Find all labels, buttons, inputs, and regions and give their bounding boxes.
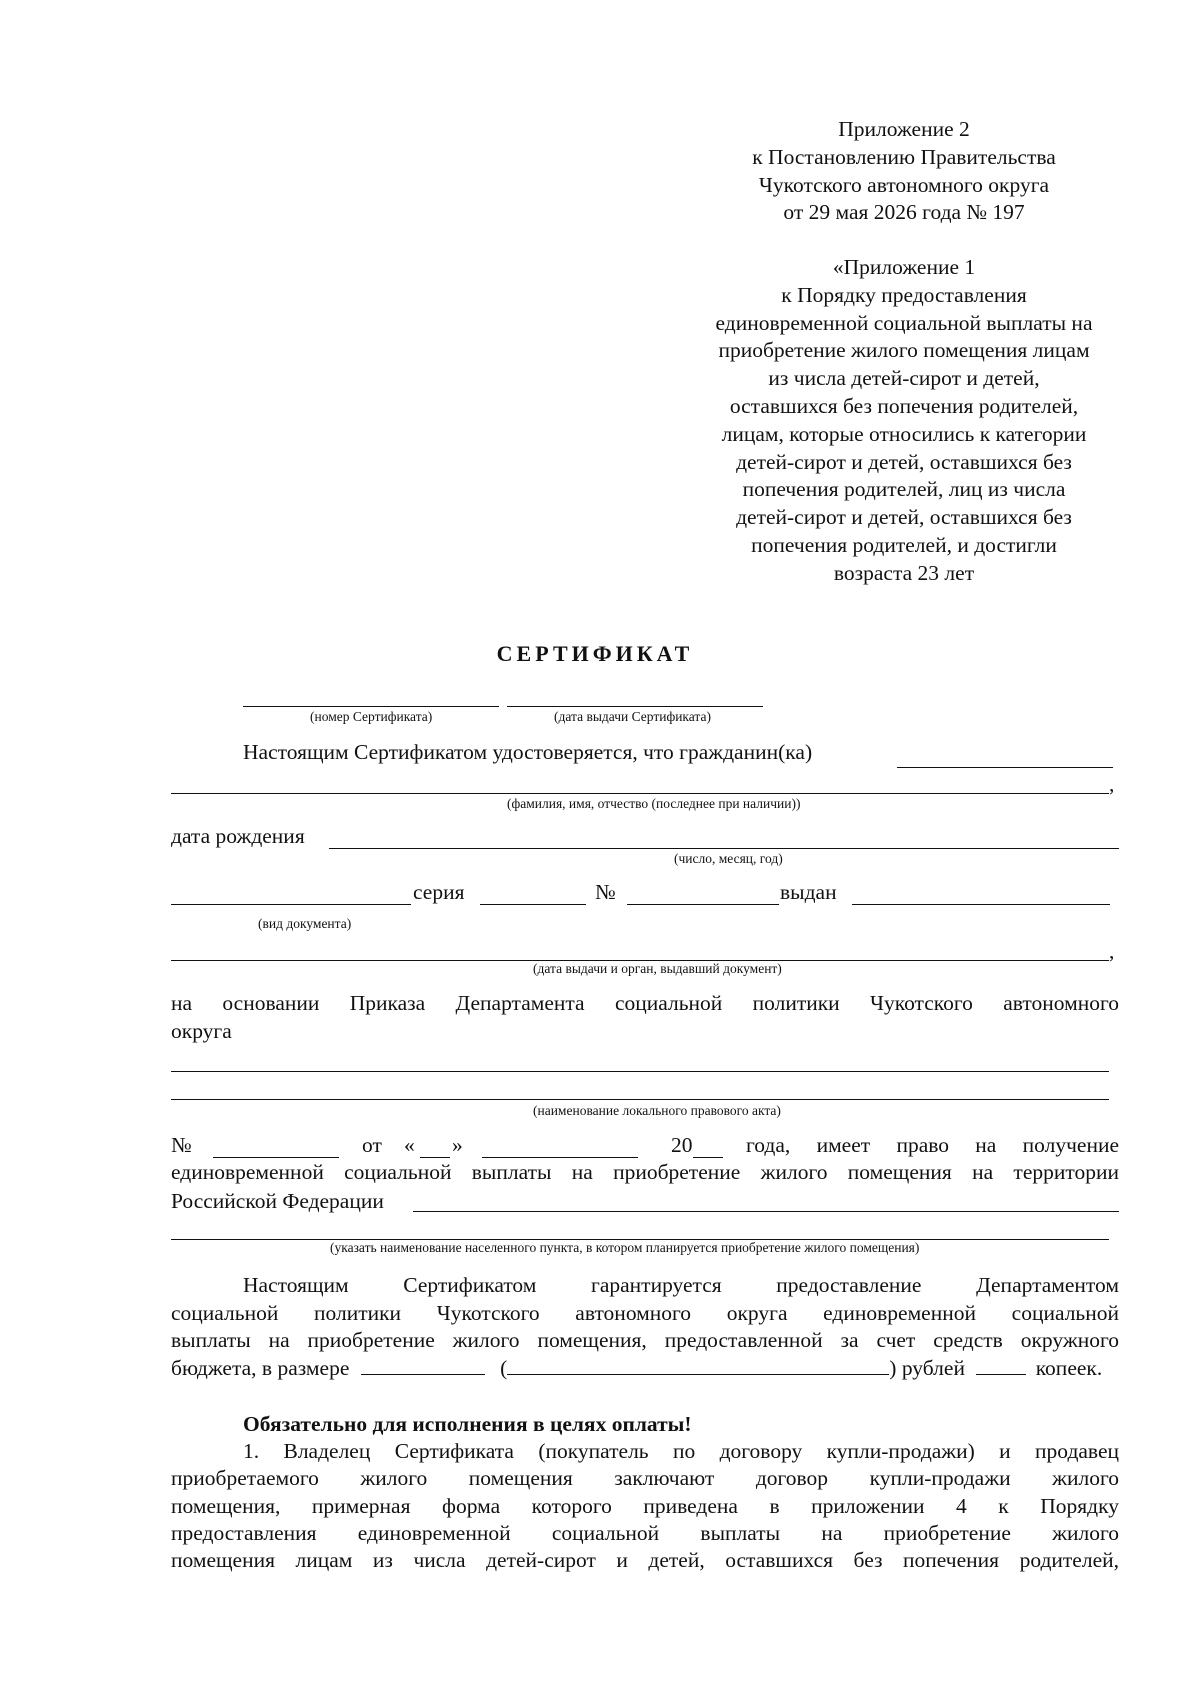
territory-line-1 <box>413 1211 1119 1212</box>
issued-label: выдан <box>780 880 837 904</box>
caption-act-name: (наименование локального правового акта) <box>533 1103 781 1118</box>
header-line: приобретение жилого помещения лицам <box>718 338 1090 363</box>
header-line: оставшихся без попечения родителей, <box>729 393 1079 418</box>
mandatory-heading: Обязательно для исполнения в целях оплаты! <box>243 1412 692 1436</box>
issued-by-line <box>852 904 1110 905</box>
basis-paragraph <box>171 990 1119 1045</box>
number-sign: № <box>595 880 616 904</box>
right-paragraph <box>171 1159 1119 1187</box>
year-prefix: 20 <box>671 1133 693 1157</box>
guarantee-line: Настоящим Сертификатом гарантируется предоставление Департаментом <box>243 1273 1119 1297</box>
guarantee-line-4 <box>171 1354 1102 1382</box>
amount-label: бюджета, в размере <box>171 1356 350 1380</box>
paren-open: ( <box>500 1356 508 1380</box>
caption-document-issue: (дата выдачи и орган, выдавший документ) <box>533 961 782 976</box>
header-line: детей-сирот и детей, оставшихся без <box>736 449 1072 474</box>
act-number-line <box>213 1157 339 1158</box>
day-line <box>420 1157 450 1158</box>
document-title: СЕРТИФИКАТ <box>496 641 694 666</box>
mandatory-line: предоставления единовременной социальной выплаты на приобретение жилого <box>171 1520 1119 1545</box>
intro-text: Настоящим Сертификатом удостоверяется, что гражданин(ка) <box>243 740 813 764</box>
right-tail: года, имеет право на получение <box>746 1133 1119 1157</box>
basis-line: округа <box>171 1018 232 1043</box>
caption-fio: (фамилия, имя, отчество (последнее при наличии)) <box>507 796 801 811</box>
guarantee-line: социальной политики Чукотского автономного округа единовременной социальной <box>171 1300 1119 1325</box>
right-line: единовременной социальной выплаты на приобретение жилого помещения на территории <box>171 1160 1119 1184</box>
header-line: единовременной социальной выплаты на <box>715 310 1093 335</box>
series-label: серия <box>413 880 465 904</box>
kopecks-label: копеек. <box>1035 1356 1103 1380</box>
header-line: попечения родителей, лиц из числа <box>742 477 1066 502</box>
right-tail-text <box>746 1131 1119 1159</box>
mandatory-line: приобретаемого жилого помещения заключают договор купли-продажи жилого <box>171 1466 1119 1491</box>
russia-label: Российской Федерации <box>171 1189 384 1213</box>
certificate-number-line <box>243 706 499 707</box>
header-line: от 29 мая 2026 года № 197 <box>783 200 1025 225</box>
header-line: из числа детей-сирот и детей, <box>768 366 1040 391</box>
rubles-label: ) рублей <box>889 1356 965 1380</box>
certificate-date-line <box>507 706 763 707</box>
amount-words-blank <box>507 1356 889 1375</box>
act-name-line-2 <box>171 1099 1109 1100</box>
caption-settlement: (указать наименование населенного пункта, в котором планируется приобретение жилого помещения) <box>330 1240 920 1255</box>
header-line: «Приложение 1 <box>832 255 976 279</box>
header-line: лицам, которые относились к категории <box>721 421 1087 446</box>
guarantee-paragraph <box>171 1272 1119 1355</box>
document-number-line <box>627 904 779 905</box>
header-line: к Порядку предоставления <box>781 282 1027 307</box>
basis-line: на основании Приказа Департамента социальной политики Чукотского автономного <box>171 991 1119 1015</box>
appendix-2-header <box>688 116 1120 227</box>
header-line: возраста 23 лет <box>833 560 975 585</box>
header-line: попечения родителей, и достигли <box>751 532 1057 557</box>
mandatory-line: помещения, примерная форма которого приведена в приложении 4 к Порядку <box>171 1493 1119 1518</box>
header-line: Чукотского автономного округа <box>758 172 1050 197</box>
citizen-name-line-1 <box>897 767 1113 768</box>
birth-date-label: дата рождения <box>171 824 305 848</box>
quote-open: « <box>404 1133 415 1157</box>
comma: , <box>1109 939 1115 963</box>
month-line <box>482 1157 638 1158</box>
header-line: Приложение 2 <box>838 117 970 141</box>
quote-close: » <box>452 1133 463 1157</box>
citizen-name-line-2 <box>171 793 1109 794</box>
mandatory-paragraph <box>171 1438 1119 1574</box>
header-line: к Постановлению Правительства <box>752 144 1056 169</box>
caption-certificate-number: (номер Сертификата) <box>310 709 433 724</box>
mandatory-line: 1. Владелец Сертификата (покупатель по договору купли-продажи) и продавец <box>243 1439 1119 1463</box>
caption-birth-date: (число, месяц, год) <box>674 851 783 866</box>
act-number-sign: № <box>171 1133 192 1157</box>
document-type-line <box>171 904 411 905</box>
mandatory-line: помещения лицам из числа детей-сирот и детей, оставшихся без попечения родителей, <box>171 1548 1119 1573</box>
year-line <box>693 1157 723 1158</box>
from-label: от <box>362 1133 382 1157</box>
appendix-1-header <box>688 254 1120 588</box>
guarantee-line: выплаты на приобретение жилого помещения, предоставленной за счет средств окружного <box>171 1328 1119 1352</box>
comma: , <box>1109 772 1115 796</box>
header-line: детей-сирот и детей, оставшихся без <box>736 505 1072 530</box>
caption-certificate-date: (дата выдачи Сертификата) <box>554 709 711 724</box>
act-name-line-1 <box>171 1071 1109 1072</box>
kopecks-blank <box>976 1356 1026 1375</box>
caption-document-type: (вид документа) <box>258 916 352 931</box>
birth-date-line <box>329 848 1119 849</box>
amount-blank <box>361 1356 485 1375</box>
series-line <box>480 904 586 905</box>
